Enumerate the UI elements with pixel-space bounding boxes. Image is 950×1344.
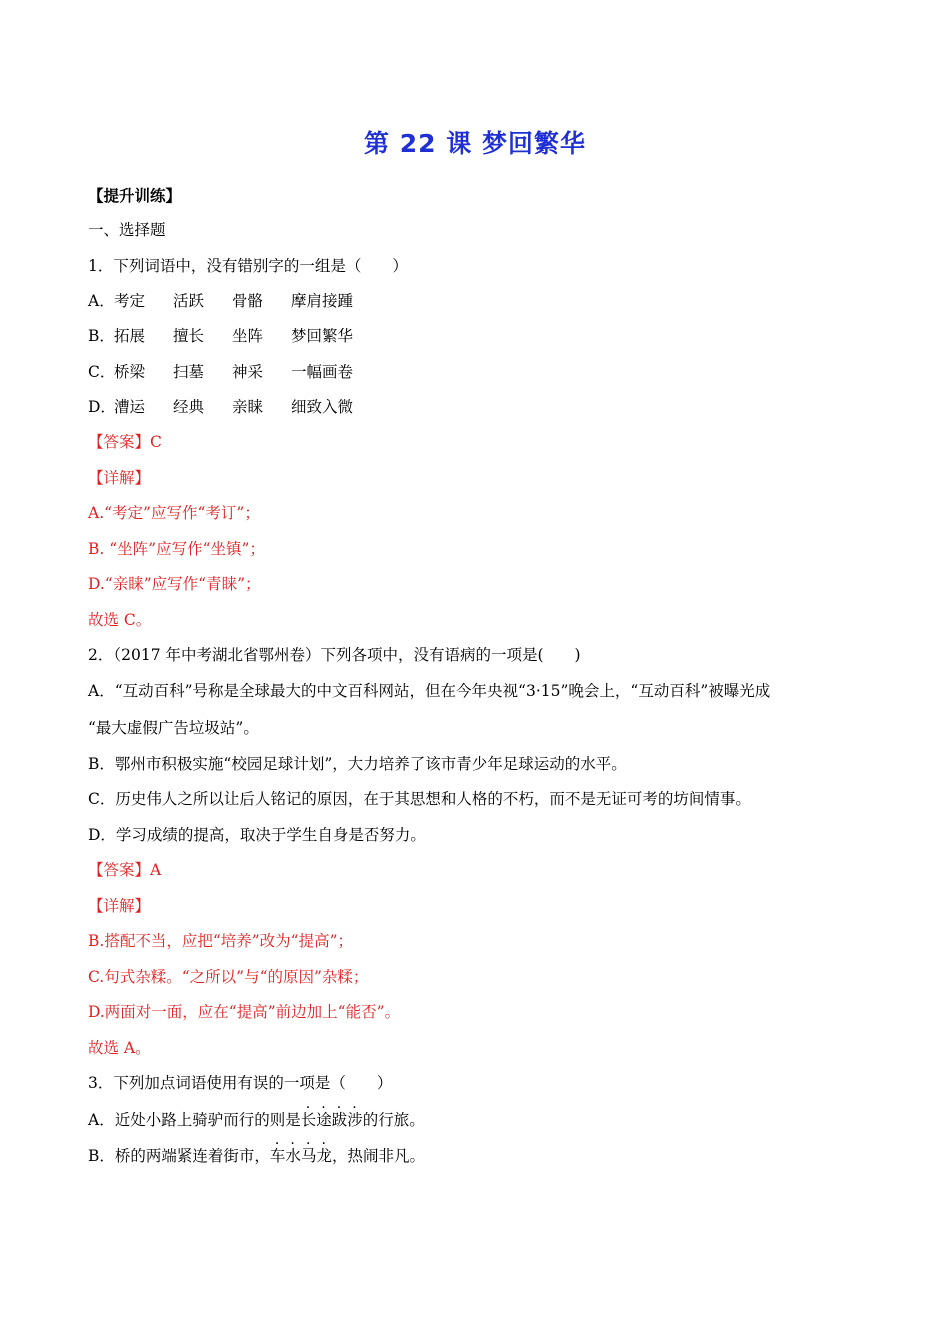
q3-option-a [88, 1110, 425, 1130]
q3-stem: 3．下列加点词语使用有误的一项是（ ） [88, 1074, 393, 1092]
q2-detail-b: B.搭配不当，应把“培养”改为“提高”； [88, 932, 354, 950]
option-word: 考定 [114, 292, 146, 310]
q2-option-c: C．历史伟人之所以让后人铭记的原因，在于其思想和人格的不朽，而不是无证可考的坊间情事。 [88, 790, 751, 808]
option-word: 摩肩接踵 [291, 292, 354, 310]
dotted-char: 跋 [331, 1111, 348, 1129]
q3-option-b [88, 1146, 425, 1166]
q1-detail-d: D.“亲睐”应写作“青睐”； [88, 575, 261, 593]
q2-option-b: B．鄂州市积极实施“校园足球计划”，大力培养了该市青少年足球运动的水平。 [88, 755, 627, 773]
q2-option-d: D．学习成绩的提高，取决于学生自身是否努力。 [88, 826, 426, 844]
dotted-char: 涉 [347, 1111, 363, 1129]
q2-answer: 【答案】A [88, 861, 162, 879]
q2-detail-label: 【详解】 [88, 897, 151, 915]
q2-option-a: A．“互动百科”号称是全球最大的中文百科网站，但在今年央视“3·15”晚会上，“互动百科”被曝光成 [88, 682, 771, 700]
option-word: 扫墓 [173, 363, 205, 381]
option-text: ，热闹非凡。 [331, 1147, 425, 1165]
q2-conclusion: 故选 A。 [88, 1039, 151, 1057]
q2-detail-d: D.两面对一面，应在“提高”前边加上“能否”。 [88, 1003, 400, 1021]
page-title: 第 22 课 梦回繁华 [364, 129, 586, 158]
option-word: 梦回繁华 [291, 327, 354, 345]
option-letter: D． [88, 398, 116, 416]
option-word: 经典 [173, 398, 205, 416]
dotted-char: 龙 [316, 1147, 332, 1165]
option-word: 桥梁 [114, 363, 146, 381]
q1-option-a [88, 291, 353, 311]
q2-option-a-cont: “最大虚假广告垃圾站”。 [88, 719, 259, 737]
q1-conclusion: 故选 C。 [88, 611, 152, 629]
option-word: 活跃 [173, 292, 205, 310]
option-letter: B． [88, 327, 115, 345]
option-word: 漕运 [114, 398, 146, 416]
q1-stem: 1．下列词语中，没有错别字的一组是（ ） [88, 257, 408, 275]
q2-detail-c: C.句式杂糅。“之所以”与“的原因”杂糅； [88, 968, 369, 986]
option-word: 擅长 [173, 327, 205, 345]
option-letter: A． [88, 292, 115, 310]
part-heading: 一、选择题 [88, 221, 166, 239]
option-word: 神采 [232, 363, 264, 381]
option-word: 细致入微 [291, 398, 354, 416]
dotted-char: 马 [300, 1147, 317, 1165]
option-text: A．近处小路上骑驴而行的则是 [88, 1111, 301, 1129]
q1-detail-a: A.“考定”应写作“考订”； [88, 504, 260, 522]
dotted-char: 车 [269, 1147, 286, 1165]
section-header: 【提升训练】 [88, 186, 182, 205]
q1-answer: 【答案】C [88, 433, 162, 451]
dotted-char: 水 [285, 1147, 301, 1165]
option-text: B．桥的两端紧连着街市， [88, 1147, 270, 1165]
dotted-char: 途 [316, 1111, 332, 1129]
q1-detail-b: B. “坐阵”应写作“坐镇”； [88, 540, 265, 558]
q1-option-d [88, 397, 353, 417]
q1-detail-label: 【详解】 [88, 469, 151, 487]
option-text: 的行旅。 [362, 1111, 425, 1129]
option-word: 一幅画卷 [291, 363, 354, 381]
q1-option-c [88, 362, 353, 382]
option-word: 亲睐 [232, 398, 264, 416]
option-word: 骨骼 [232, 292, 264, 310]
q1-option-b [88, 326, 353, 346]
option-word: 坐阵 [232, 327, 264, 345]
q2-stem: 2．（2017 年中考湖北省鄂州卷）下列各项中，没有语病的一项是( ) [88, 646, 581, 664]
option-letter: C． [88, 363, 116, 381]
option-word: 拓展 [114, 327, 146, 345]
dotted-char: 长 [300, 1111, 317, 1129]
